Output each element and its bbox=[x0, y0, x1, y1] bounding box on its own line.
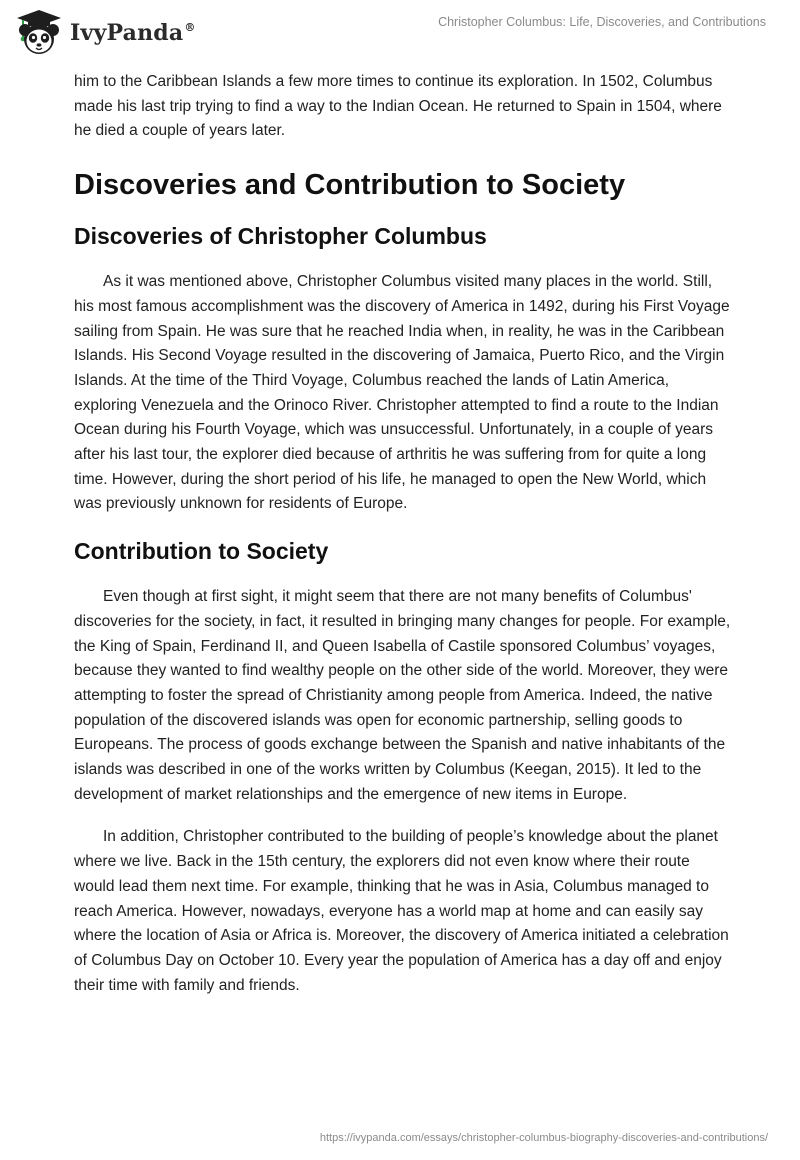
source-url[interactable]: https://ivypanda.com/essays/christopher-columbus-biography-discoveries-and-contributions/ bbox=[319, 1132, 768, 1144]
subsection-heading-discoveries: Discoveries of Christopher Columbus bbox=[74, 223, 487, 250]
contribution-paragraph-1: Even though at first sight, it might seem that there are not many benefits of Columbus' discoveries for the society, in fact, it resulted in bringing many changes for people. For example, the King of Spain, Ferdinand II, and Queen Isabella of Castile sponsored Columbus’ voyages, because they wanted to find wealthy people on the other side of the world. Moreover, they were attempting to foster the spread of Christianity among people from America. Indeed, the native population of the discovered islands was open for economic partnership, selling goods to Europeans. The process of goods exchange between the Spanish and native inhabitants of the islands was described in one of the works written by Columbus (Keegan, 2015). It led to the development of market relationships and the emergence of new items in Europe. bbox=[74, 588, 731, 803]
page-header bbox=[0, 0, 800, 70]
section-heading: Discoveries and Contribution to Society bbox=[74, 169, 626, 202]
intro-paragraph: him to the Caribbean Islands a few more times to continue its exploration. In 1502, Columbus made his last trip trying to find a way to the Indian Ocean. He returned to Spain in 1504, where he died a couple of years later. bbox=[74, 73, 722, 140]
brand-logo[interactable] bbox=[14, 8, 196, 58]
contribution-paragraph-2: In addition, Christopher contributed to the building of people’s knowledge about the planet where we live. Back in the 15th century, the explorers did not even know where their route would lead them next time. For example, thinking that he was in Asia, Columbus managed to reach America. However, nowadays, everyone has a world map at home and can easily say where the location of Asia or Africa is. Moreover, the discovery of America initiated a celebration of Columbus Day on October 10. Every year the population of America has a day off and enjoy their time with family and friends. bbox=[74, 828, 729, 994]
article-body bbox=[74, 70, 734, 1016]
panda-graduate-icon bbox=[14, 8, 64, 58]
document-title: Christopher Columbus: Life, Discoveries, and Contributions bbox=[438, 15, 766, 29]
brand-name: IvyPanda® bbox=[70, 20, 196, 46]
discoveries-paragraph: As it was mentioned above, Christopher Columbus visited many places in the world. Still, his most famous accomplishment was the discovery of America in 1492, during his First Voyage sailing from Spain. He was sure that he reached India when, in reality, he was in the Caribbean Islands. His Second Voyage resulted in the discovering of Jamaica, Puerto Rico, and the Virgin Islands. At the time of the Third Voyage, Columbus reached the lands of Latin America, exploring Venezuela and the Orinoco River. Christopher attempted to find a route to the Indian Ocean during his Fourth Voyage, which was unsuccessful. Unfortunately, in a couple of years after his last tour, the explorer died because of arthritis he was suffering from for quite a long time. However, during the short period of his life, he managed to open the New World, which was previously unknown for residents of Europe. bbox=[74, 273, 730, 513]
subsection-heading-contribution: Contribution to Society bbox=[74, 538, 329, 565]
